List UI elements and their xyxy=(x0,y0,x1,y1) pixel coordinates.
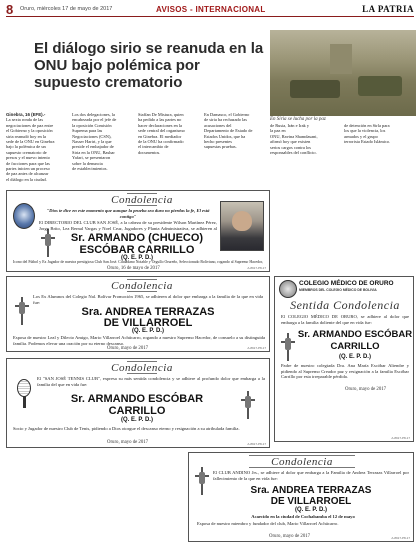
notice-qepd: (Q. E. P. D.) xyxy=(295,507,327,513)
article-line: preside el embajador de xyxy=(72,144,114,150)
tennis-racket-icon xyxy=(17,379,31,409)
ad-code: A-8917-P8-17 xyxy=(247,266,266,270)
article-line: Nasser Hariri, y la que xyxy=(72,138,112,144)
crucifix-icon xyxy=(241,391,255,419)
notice-closing: Ícono del Fútbol y Ex Jugador de nuestra prestigiosa Club San José. Ciudadano Notable y Orgullo Orureño, Seleccionado Boliviano, rogando al Supremo Hacedor, xyxy=(13,260,263,264)
article-line: el intercambio de xyxy=(138,144,169,150)
article-line: presos y el nuevo intento xyxy=(6,155,50,161)
article-line: Yafari, se presentaron xyxy=(72,155,111,161)
notice-body: El CLUB ANDINO Jrs., se adhiere al dolor que embarga a la Familia de Andrea Terrazas Villarroel por fallecimiento de la que en vida fue: xyxy=(213,470,409,481)
notice-title: Sentida Condolencia xyxy=(290,298,400,312)
article-photo xyxy=(270,30,416,116)
notice-title: Condolencia xyxy=(111,361,173,374)
notice-accident-note: Acaecido en la ciudad de Cochabamba el 12 de mayo xyxy=(251,514,355,519)
article-line: Negociaciones (CSN), xyxy=(72,133,112,139)
article-line: hacer declaraciones en la xyxy=(138,122,182,128)
newspaper-brand: LA PATRIA xyxy=(362,4,414,14)
article-dateline: Ginebra, 16 (EFE).- xyxy=(6,112,46,117)
article-line: de detención en Sirla para xyxy=(344,123,390,128)
article-line: de facciones para que las xyxy=(6,160,50,166)
article-line: los que la violencia, los xyxy=(344,128,386,134)
article-line: la oposición Comisión xyxy=(72,122,112,128)
notice-qepd: (Q. E. P. D.) xyxy=(339,354,371,360)
article-headline: El diálogo sirio se reanuda en la ONU bajo polémica por supuesto crematorio xyxy=(34,40,264,91)
article-column-4 xyxy=(204,112,266,188)
article-line: el diálogo en la ciudad. xyxy=(6,176,47,182)
notice-title: Condolencia xyxy=(111,193,173,206)
article-line: Estados Unidos, que ha xyxy=(204,133,246,139)
article-line: La sexta ronda de las xyxy=(6,117,44,123)
article-line: terrorista Estado Islámico. xyxy=(344,139,391,145)
ad-code: A-8917-P8-17 xyxy=(247,346,266,350)
article-line: encabezada por el jefe de xyxy=(72,117,117,123)
notice-title: Condolencia xyxy=(271,455,333,468)
article-line: sobre la denuncia xyxy=(72,160,103,166)
notice-qepd: (Q. E. P. D.) xyxy=(121,417,153,423)
article-line: de Rusia, Irán e Irak y xyxy=(270,123,310,128)
notice-qepd: (Q. E. P. D.) xyxy=(121,255,153,261)
condolence-notice-colegio-medico xyxy=(274,276,414,442)
article-line: Los dos delegaciones, la xyxy=(72,112,115,117)
org-subtitle: MIEMBROS DEL COLEGIO MÉDICO DE BOLIVIA xyxy=(299,288,377,292)
article-line: Departamento de Estado de xyxy=(204,128,253,134)
deceased-name-line1: Sra. ANDREA TERRAZAS xyxy=(250,485,372,496)
deceased-name-line2: DE VILLARROEL xyxy=(270,496,352,507)
crucifix-icon xyxy=(281,333,295,361)
article-line: de establecimientos. xyxy=(72,165,108,171)
condolence-notice-club-san-jose xyxy=(6,190,270,272)
article-line: armados y el grupo xyxy=(344,133,378,139)
notice-body: El DIRECTORIO DEL CLUB SAN JOSÉ, a la cabeza de su presidente Wilson Martínez Pérez, Jorge Brito, Lea Bernal Vargas y Noel Cruz, Jugadores y Planta Administrativa, se adhieren al xyxy=(39,220,217,231)
article-line: ONU, Ravina Shamdasani, xyxy=(270,133,318,139)
article-line: Siria en la ONU, Bashar xyxy=(72,149,115,155)
article-line: ha pedido a las partes no xyxy=(138,117,182,123)
article-line: de paz antes de alcanzar xyxy=(6,171,49,177)
deceased-name: Sr. ARMANDO (CHUECO) ESCÓBAR CARRILLO xyxy=(70,232,204,256)
deceased-portrait xyxy=(220,201,264,251)
article-line: Suprema para las xyxy=(72,128,103,134)
article-line: partes inicien un proceso xyxy=(6,165,50,171)
notice-place-date: Oruro, mayo de 2017 xyxy=(107,440,149,445)
notice-title: Condolencia xyxy=(111,279,173,292)
crucifix-icon xyxy=(41,229,55,257)
colegio-medico-seal xyxy=(279,280,297,298)
notice-place-date: Oruro, mayo de 2017 xyxy=(345,387,387,392)
section-title: AVISOS - INTERNACIONAL xyxy=(156,5,266,14)
article-line: de siria ha rechazado las xyxy=(204,117,247,123)
notice-body: El "SAN JOSÉ TENNIS CLUB", expresa su más sentida condolencia y se adhiere al profundo dolor que embarga a la familia del que en vida fue: xyxy=(37,376,265,387)
deceased-name-line1: Sr. ARMANDO ESCÓBAR xyxy=(297,329,413,340)
article-line: sede central del organismo xyxy=(138,128,185,134)
notice-qepd: (Q. E. P. D.) xyxy=(132,328,164,334)
article-column-2 xyxy=(72,112,134,188)
article-line: afirmó hoy que existen xyxy=(270,139,311,145)
article-line: serios cargos contra los xyxy=(270,144,312,150)
notice-place-date: Oruro, mayo de 2017 xyxy=(269,534,311,539)
article-line: la paz en xyxy=(270,128,286,134)
article-line: negociaciones de paz entre xyxy=(6,122,54,128)
ad-code: A-8917-P8-17 xyxy=(391,436,410,440)
deceased-name-line2: CARRILLO xyxy=(330,341,380,352)
condolence-notice-ex-alumnos xyxy=(6,276,270,352)
article-column-3 xyxy=(138,112,200,188)
notice-closing: Esposa de nuestro miembro y fundador del club, Mario Villarroel Achúcarro. xyxy=(197,521,339,526)
article-column-6 xyxy=(344,123,416,189)
article-line: documentos. xyxy=(138,149,161,155)
crucifix-icon xyxy=(195,467,209,495)
notice-closing: Padre de nuestro colegiada Dra. Ana María Escóbar Aliendre y pidiendo al Supremo Creador paz y resignación a la familia Escóbar Carrillo por esta irreparable pérdida. xyxy=(281,363,409,380)
article-line: Staffan De Mistura, quien xyxy=(138,112,184,117)
article-line: sede de la ONU en Ginebra xyxy=(6,138,55,144)
page-number: 8 xyxy=(6,2,14,17)
notice-closing: Esposa de nuestro Leal y Dilecto Amigo, Mario Villarroel Achúcarro, rogando a nuestro Supremo Hacedor, de consuelo a su distinguida familia. Podemos elevar una oración por su eterno descanso. xyxy=(13,335,265,346)
article-line: supuesto crematorio de xyxy=(6,149,47,155)
page-header xyxy=(6,4,414,17)
org-name: COLEGIO MÉDICO DE ORURO xyxy=(299,280,394,287)
club-crest-logo xyxy=(13,203,35,229)
article-line: bajo la polémica de un xyxy=(6,144,46,150)
article-line: supuestas pruebas. xyxy=(204,144,237,150)
notice-closing: Socio y Jugador de nuestro Club de Tenis, pidiendo a Dios otorgue el descanso eterno y resignación a su atribulada familia. xyxy=(13,426,240,431)
article-line: de la ONU ha confirmado xyxy=(138,138,184,144)
crucifix-icon xyxy=(15,297,29,325)
deceased-name-line2: CARRILLO xyxy=(108,405,166,417)
article-line: siria reanudó hoy en la xyxy=(6,133,46,139)
article-line: hecho presentes xyxy=(204,138,232,144)
deceased-name-line1: Sra. ANDREA TERRAZAS xyxy=(81,306,215,318)
article-column-5 xyxy=(270,123,340,189)
article-line: En Damasco, el Gobierno xyxy=(204,112,250,117)
ad-code: A-8917-P8-17 xyxy=(247,442,266,446)
notice-quote: "Dios te dice en este momento que aunque la prueba sea dura no pierdas la fe, El está contigo" xyxy=(46,208,210,219)
article-line: el Gobierno y la oposición xyxy=(6,128,53,134)
ad-code: A-8917-P8-17 xyxy=(391,536,410,540)
photo-caption: En Siria se lucha por la paz xyxy=(270,117,326,122)
deceased-name-line2: DE VILLARROEL xyxy=(103,317,193,329)
condolence-notice-club-andino xyxy=(188,452,414,542)
article-line: en Ginebra. El mediador xyxy=(138,133,182,139)
notice-body: Los Ex Alumnos del Colegio Nal. Bolívar Promoción 1965, se adhieren al dolor que embarga a la familia de la que en vida fue: xyxy=(33,294,263,305)
article-line: responsables del conflicto. xyxy=(270,149,317,155)
issue-date: Oruro, miércoles 17 de mayo de 2017 xyxy=(20,6,113,12)
deceased-name-line1: Sr. ARMANDO ESCÓBAR xyxy=(70,393,204,405)
article-line: acusaciones del xyxy=(204,122,232,128)
condolence-notice-tennis-club xyxy=(6,358,270,448)
notice-place-date: Oruro, 16 de mayo de 2017 xyxy=(107,266,160,271)
article-column-1 xyxy=(6,112,68,188)
notice-body: El COLEGIO MÉDICO DE ORURO, se adhiere al dolor que embarga a la familia doliente del que en vida fue: xyxy=(281,314,409,325)
notice-place-date: Oruro, mayo de 2017 xyxy=(107,346,149,351)
